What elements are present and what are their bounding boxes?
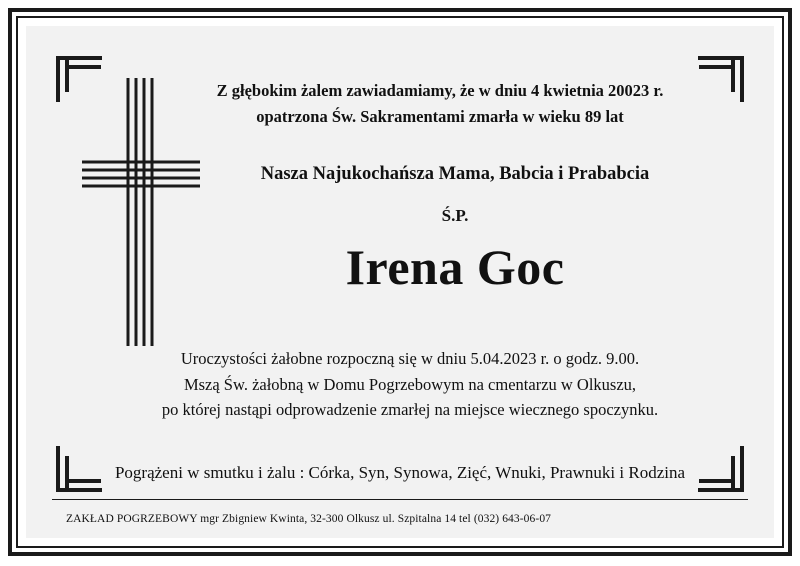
mourners-line: Pogrążeni w smutku i żalu : Córka, Syn, Synowa, Zięć, Wnuki, Prawnuki i Rodzina [114, 463, 686, 482]
footer-divider [52, 499, 748, 500]
notice-content-area [26, 26, 774, 538]
funeral-home-footer: ZAKŁAD POGRZEBOWY mgr Zbigniew Kwinta, 32-300 Olkusz ul. Szpitalna 14 tel (032) 643-06-07 [66, 513, 552, 525]
notice-top-line-2: opatrzona Św. Sakramentami zmarła w wieku 89 lat [256, 106, 624, 126]
notice-top-text [146, 78, 734, 129]
honorific-label: Ś.P. [441, 206, 469, 225]
ceremony-line-3: po której nastąpi odprowadzenie zmarłej na miejsce wiecznego spoczynku. [161, 400, 659, 420]
ceremony-details [86, 346, 734, 423]
deceased-name: Irena Goc [345, 239, 565, 295]
relation-line: Nasza Najukochańsza Mama, Babcia i Prababcia [260, 164, 650, 184]
ceremony-line-2: Mszą Św. żałobną w Domu Pogrzebowym na cmentarzu w Olkuszu, [183, 374, 637, 394]
notice-top-line-1: Z głębokim żalem zawiadamiamy, że w dniu 4 kwietnia 20023 r. [216, 81, 664, 100]
ceremony-line-1: Uroczystości żałobne rozpoczną się w dniu 5.04.2023 r. o godz. 9.00. [180, 349, 640, 368]
